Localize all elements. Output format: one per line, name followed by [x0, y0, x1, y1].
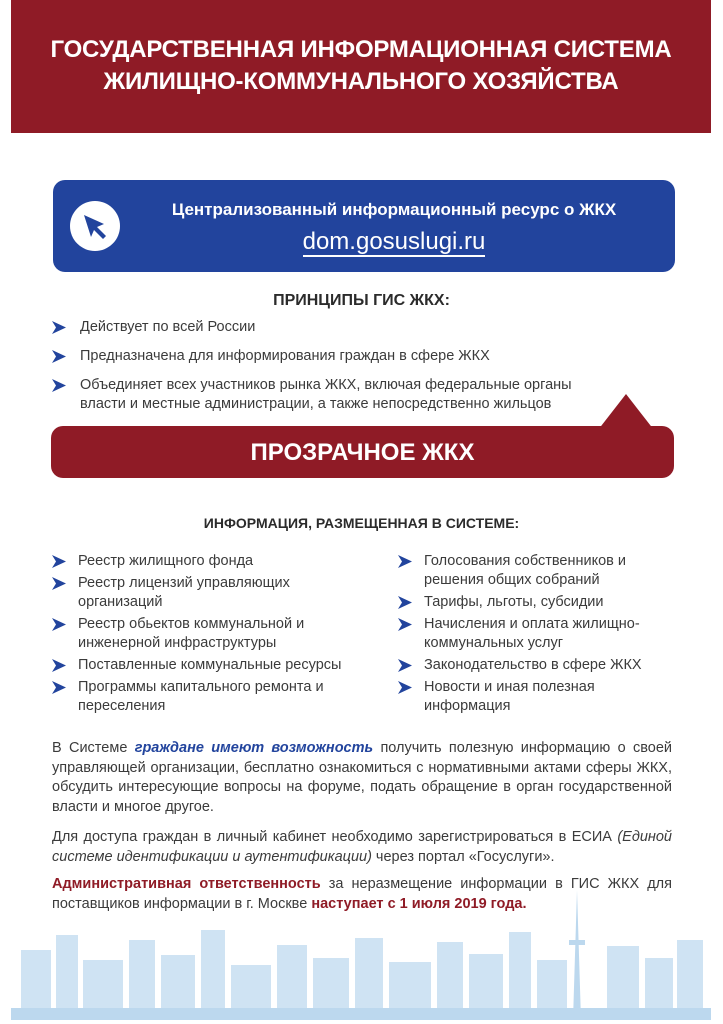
list-item: Голосования собственников и решения общих собраний [398, 552, 678, 590]
list-item: Новости и иная полезная информация [398, 678, 678, 716]
principles-title: ПРИНЦИПЫ ГИС ЖКХ: [273, 292, 450, 309]
arrow-bullet-icon [52, 321, 66, 334]
paragraph-opportunities: В Системе граждане имеют возможность получить полезную информацию о своей управляющей организации, бесплатно ознакомиться с нормативными актами сферы ЖКХ, обсудить интересующие вопросы на форуме, подать обращение в орган государственной власти и многое другое. [52, 740, 672, 815]
list-item: Поставленные коммунальные ресурсы [52, 656, 352, 675]
header-title-line2: ЖИЛИЩНО-КОММУНАЛЬНОГО ХОЗЯЙСТВА [103, 68, 619, 95]
resource-url-link[interactable]: dom.gosuslugi.ru [302, 228, 486, 255]
arrow-bullet-icon [398, 596, 412, 609]
banner-pointer [598, 394, 654, 430]
arrow-bullet-icon [52, 350, 66, 363]
arrow-bullet-icon [52, 555, 66, 568]
list-item: Реестр обьектов коммунальной и инженерной инфраструктуры [52, 615, 352, 653]
list-item: Тарифы, льготы, субсидии [398, 593, 678, 612]
paragraph-access: Для доступа граждан в личный кабинет необходимо зарегистрироваться в ЕСИА (Единой системе идентификации и аутентификации) через портал «Госуслуги». [52, 829, 672, 865]
resource-box [53, 180, 675, 272]
info-list-right [398, 552, 678, 719]
list-item: Программы капитального ремонта и переселения [52, 678, 352, 716]
arrow-bullet-icon [398, 555, 412, 568]
arrow-bullet-icon [398, 618, 412, 631]
header-title-line1: ГОСУДАРСТВЕННАЯ ИНФОРМАЦИОННАЯ СИСТЕМА [50, 36, 672, 63]
info-list-left [52, 552, 352, 719]
principles-list [52, 318, 612, 424]
arrow-bullet-icon [52, 379, 66, 392]
paragraph-responsibility: Административная ответственность за неразмещение информации в ГИС ЖКХ для поставщиков информации в г. Москве наступает с 1 июля 2019 года. [52, 876, 672, 912]
highlight-citizens: граждане имеют возможность [134, 740, 374, 756]
arrow-bullet-icon [52, 659, 66, 672]
banner-label: ПРОЗРАЧНОЕ ЖКХ [250, 439, 475, 466]
highlight-responsibility: Административная ответственность [52, 876, 321, 892]
list-item: Объединяет всех участников рынка ЖКХ, включая федеральные органы власти и местные администрации, а также непосредственно жильцов [52, 376, 612, 414]
info-title: ИНФОРМАЦИЯ, РАЗМЕЩЕННАЯ В СИСТЕМЕ: [203, 515, 520, 531]
arrow-bullet-icon [398, 659, 412, 672]
header-banner [11, 0, 711, 133]
list-item: Действует по всей России [52, 318, 612, 337]
arrow-bullet-icon [52, 681, 66, 694]
arrow-bullet-icon [398, 681, 412, 694]
list-item: Начисления и оплата жилищно-коммунальных услуг [398, 615, 678, 653]
arrow-bullet-icon [52, 618, 66, 631]
list-item: Предназначена для информирования граждан в сфере ЖКХ [52, 347, 612, 366]
arrow-bullet-icon [52, 577, 66, 590]
list-item: Реестр лицензий управляющих организаций [52, 574, 352, 612]
highlight-date: наступает с 1 июля 2019 года. [311, 895, 527, 912]
resource-caption: Централизованный информационный ресурс о ЖКХ [171, 200, 617, 219]
list-item: Реестр жилищного фонда [52, 552, 352, 571]
transparent-banner [51, 426, 674, 478]
list-item: Законодательство в сфере ЖКХ [398, 656, 678, 675]
